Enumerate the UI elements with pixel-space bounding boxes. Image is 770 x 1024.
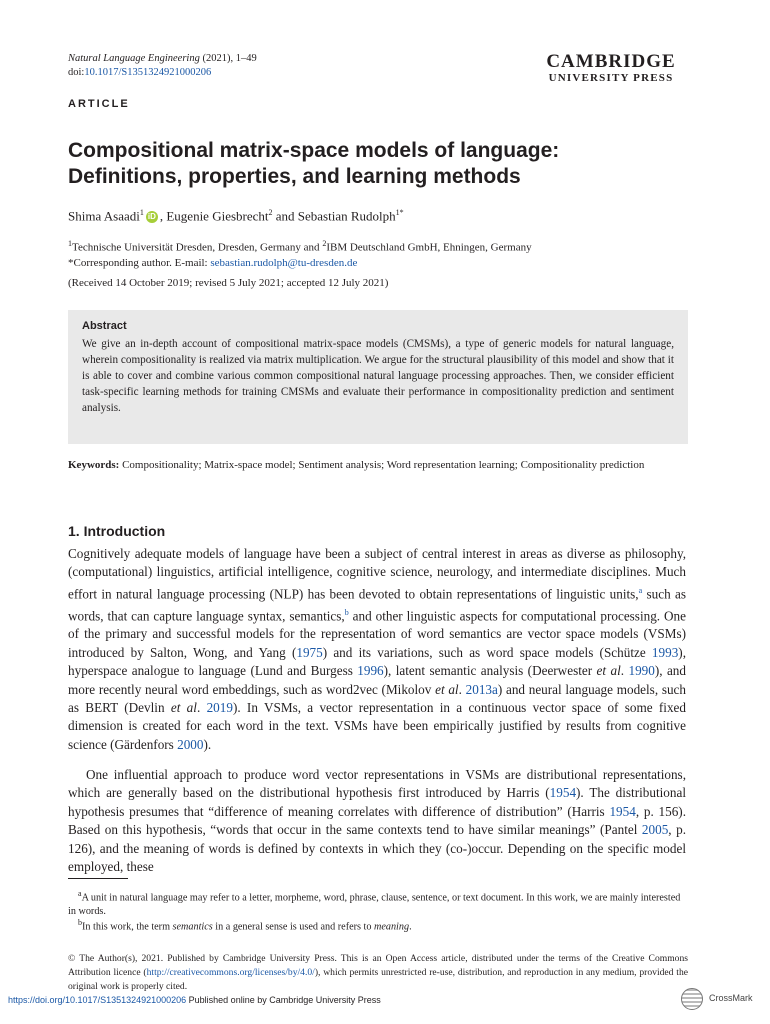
citation-link[interactable]: 1996 [357, 663, 384, 679]
cambridge-logo [536, 52, 686, 85]
logo-line2: UNIVERSITY PRESS [548, 72, 674, 84]
text-run-italic: et al [596, 663, 621, 679]
footnote-divider [68, 878, 128, 879]
doi-prefix: doi: [68, 67, 85, 78]
author-1-sup: 1 [139, 208, 144, 217]
keywords-text: Compositionality; Matrix-space model; Sentiment analysis; Word representation learning; Compositionality prediction [119, 459, 645, 471]
citation-link[interactable]: 1954 [549, 785, 577, 801]
citation-link[interactable]: 2013a [465, 681, 498, 697]
text-run: . [409, 921, 412, 933]
doi-url-link[interactable]: https://doi.org/10.1017/S1351324921000206 [8, 995, 187, 1005]
published-text: Published online by Cambridge University Press [186, 995, 381, 1005]
journal-name: Natural Language Engineering [68, 53, 200, 64]
footnote-ref-a[interactable]: a [638, 585, 643, 595]
intro-paragraph-2 [68, 766, 686, 876]
author-list [68, 208, 404, 224]
journal-info: (2021), 1–49 [199, 53, 257, 64]
text-run: ), and more recently neural word embeddings, such as word2vec (Mikolov [68, 663, 686, 697]
keywords-label: Keywords: [68, 459, 120, 471]
text-run: Cognitively adequate models of language have been a subject of central interest in areas as diverse as philosophy, (computational) linguistics, artificial intelligence, cognitive science, neurology, and intermediate disciplines. Much effort in natural language processing (NLP) has been devoted to obtain representations of linguistic units, [68, 546, 686, 602]
affil-2-sup: 2 [322, 239, 327, 248]
text-run: ). [203, 736, 212, 752]
text-run: in a general sense is used and refers to [212, 921, 374, 933]
footnote-a [68, 887, 688, 919]
crossmark-badge[interactable] [681, 988, 757, 1010]
citation-link[interactable]: 1990 [628, 663, 655, 679]
footnote-b [68, 916, 688, 934]
author-3[interactable]: and Sebastian Rudolph [272, 208, 396, 224]
copyright-notice [68, 952, 688, 994]
abstract-box [68, 310, 688, 444]
text-run: ) and its variations, such as word space models (Schütze [322, 644, 652, 660]
citation-link[interactable]: 2019 [206, 700, 233, 716]
article-label: ARTICLE [68, 98, 130, 110]
affiliations [68, 236, 532, 271]
text-run: . [620, 663, 629, 679]
published-online-line [8, 995, 381, 1005]
text-run-italic: et al [435, 681, 459, 697]
text-run: In this work, the term [82, 921, 173, 933]
abstract-heading: Abstract [82, 320, 127, 332]
paper-title [68, 138, 708, 190]
crossmark-icon [681, 988, 703, 1010]
footnote-b-mark: b [78, 918, 82, 927]
author-1[interactable]: Shima Asaadi [68, 208, 140, 224]
text-run: ), hyperspace analogue to language (Lund and Burgess [68, 644, 686, 679]
section-heading-introduction: 1. Introduction [68, 523, 166, 539]
text-run-italic: et al [170, 700, 197, 716]
email-link[interactable]: sebastian.rudolph@tu-dresden.de [210, 256, 358, 269]
journal-header [68, 52, 257, 80]
doi-link[interactable]: 10.1017/S1351324921000206 [84, 67, 212, 78]
text-run: ). The distributional hypothesis presumes that “difference of meaning correlates with difference of distribution” (Harris [68, 785, 686, 819]
text-run: © The Author(s), 2021. Published by Cambridge University Press. This is an Open Access article, distributed under the terms of the Creative Commons Attribution licence ( [68, 953, 688, 978]
citation-link[interactable]: 1954 [609, 803, 636, 819]
text-run: , p. 156). Based on this hypothesis, “words that occur in the same contexts tend to have similar meanings” (Pantel [68, 803, 686, 838]
footnote-a-mark: a [78, 889, 82, 898]
author-2[interactable]: , Eugenie Giesbrecht [159, 208, 269, 224]
author-3-sup: 1* [395, 208, 404, 217]
citation-link[interactable]: 1975 [296, 644, 323, 660]
citation-link[interactable]: 1993 [651, 644, 679, 660]
license-link[interactable]: http://creativecommons.org/licenses/by/4.0/ [146, 967, 315, 978]
text-run: ), which permits unrestricted re-use, distribution, and reproduction in any medium, provided the original work is properly cited. [68, 967, 689, 992]
corresponding-label: *Corresponding author. E-mail: [68, 256, 211, 269]
citation-link[interactable]: 2005 [641, 822, 669, 838]
text-run: . [458, 681, 466, 697]
received-dates: (Received 14 October 2019; revised 5 July 2021; accepted 12 July 2021) [68, 277, 389, 289]
text-run: ) and neural language models, such as BERT (Devlin [68, 681, 687, 716]
text-run: . [196, 700, 207, 716]
text-run-italic: meaning [373, 921, 410, 933]
citation-link[interactable]: 2000 [177, 736, 204, 752]
affil-1: Technische Universität Dresden, Dresden, Germany and [72, 241, 323, 254]
text-run: such as words, that can capture language syntax, semantics, [68, 586, 686, 623]
orcid-icon[interactable]: iD [147, 212, 156, 222]
author-2-sup: 2 [268, 208, 273, 217]
text-run: and other linguistic aspects for computational processing. One of the primary and successful models for the representation of word semantics are vector space models (VSMs) introduced by Salton, Wong, and Yang ( [68, 608, 686, 660]
affil-2: IBM Deutschland GmbH, Ehningen, Germany [326, 241, 532, 254]
text-run: ), latent semantic analysis (Deerwester [383, 663, 597, 679]
keywords [68, 458, 688, 473]
intro-paragraph-1 [68, 545, 686, 754]
title-line1: Compositional matrix-space models of language: [68, 139, 560, 162]
footnote-a-text: A unit in natural language may refer to a letter, morpheme, word, phrase, clause, sentence, or text document. In this work, we are mainly interested in words. [68, 892, 681, 918]
text-run: ). In VSMs, a vector representation in a continuous vector space of some fixed dimension is created for each word in the text. VSMs have been empirically justified by results from cognitive science (Gärdenfors [68, 700, 686, 752]
title-line2: Definitions, properties, and learning methods [68, 165, 521, 188]
affil-1-sup: 1 [68, 239, 72, 248]
crossmark-label: CrossMark [709, 993, 753, 1003]
text-run-italic: semantics [172, 921, 213, 933]
abstract-text: We give an in-depth account of compositional matrix-space models (CMSMs), a type of generic models for natural language, wherein compositionality is realized via matrix multiplication. We argue for the structural plausibility of this model and show that it is able to cover and combine various common compositional natural language processing approaches. Then, we consider efficient task-specific learning methods for training CMSMs and evaluate their performance in compositionality prediction and sentiment analysis. [82, 338, 674, 414]
logo-line1: CAMBRIDGE [546, 51, 676, 72]
footnote-ref-b[interactable]: b [344, 607, 349, 617]
text-run: One influential approach to produce word vector representations in VSMs are distributional representations, which are generally based on the distributional hypothesis first introduced by Harris ( [68, 767, 686, 801]
text-run: , p. 126), and the meaning of words is defined by contexts in which they (co-)occur. Depending on the specific model employed, these [68, 822, 686, 875]
